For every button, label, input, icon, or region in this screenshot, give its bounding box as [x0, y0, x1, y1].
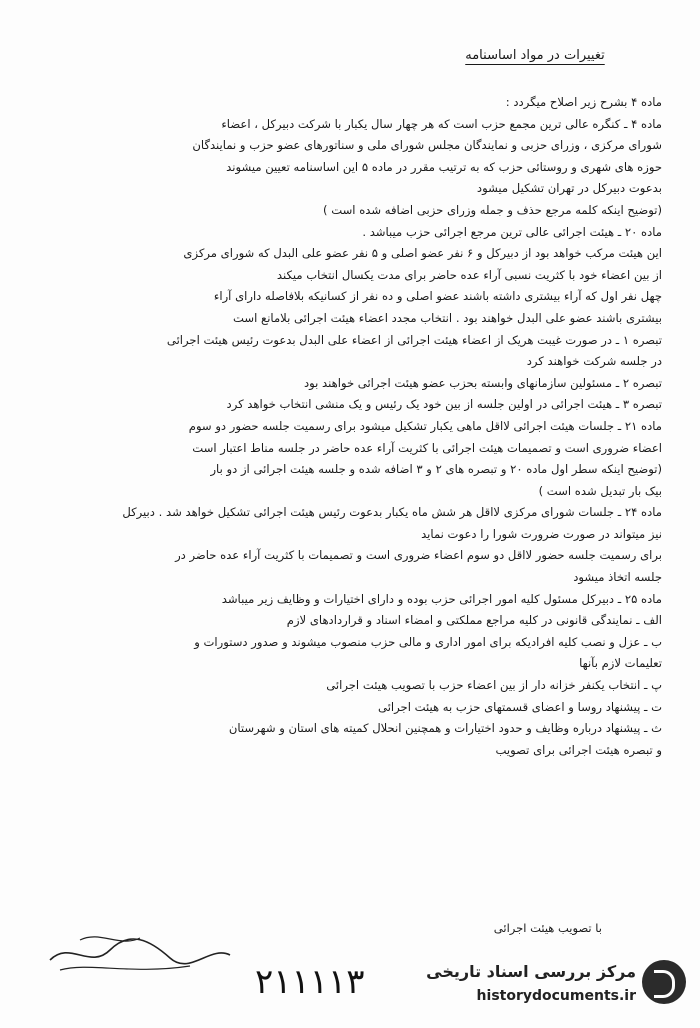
document-line: ت ـ پیشنهاد روسا و اعضای قسمتهای حزب به هیئت اجرائی	[378, 699, 662, 714]
document-line: ب ـ عزل و نصب کلیه افرادیکه برای امور اداری و مالی حزب منصوب میشوند و صدور دستورات و	[194, 634, 662, 649]
document-line: برای رسمیت جلسه حضور لااقل دو سوم اعضاء ضروری است و تصمیمات با کثریت آراء عده حاضر در	[175, 548, 662, 563]
document-line: (توضیح اینکه سطر اول ماده ۲۰ و تبصره های ۲ و ۳ اضافه شده و جلسه هیئت اجرائی از دو بار	[210, 462, 662, 477]
document-line: الف ـ نمایندگی قانونی در کلیه مراجع مملکتی و امضاء اسناد و قراردادهای لازم	[286, 613, 662, 628]
document-line: اعضاء ضروری است و تصمیمات هیئت اجرائی با کثریت آراء عده حاضر در جلسه مناط اعتبار است	[192, 440, 662, 455]
watermark-url: historydocuments.ir	[476, 988, 636, 1004]
document-line: بیک بار تبدیل شده است )	[538, 483, 662, 498]
handwritten-signature	[40, 920, 240, 980]
document-line: حوزه های شهری و روستائی حزب که به ترتیب مقرر در ماده ۵ این اساسنامه تعیین میشوند	[226, 159, 662, 174]
document-body	[36, 92, 662, 761]
document-line: نیز میتواند در صورت ضرورت شورا را دعوت نماید	[421, 526, 662, 541]
document-line: از بین اعضاء خود با کثریت نسبی آراء عده حاضر برای مدت یکسال انتخاب میکند	[276, 267, 662, 282]
document-line: ماده ۲۴ ـ جلسات شورای مرکزی لااقل هر شش ماه یکبار بدعوت رئیس هیئت اجرائی تشکیل خواهد شد . دبیرکل	[122, 505, 662, 520]
document-line: در جلسه شرکت خواهند کرد	[526, 354, 662, 369]
document-line: ماده ۴ بشرح زیر اصلاح میگردد :	[505, 95, 662, 109]
document-line: (توضیح اینکه کلمه مرجع حذف و جمله وزرای حزبی اضافه شده است )	[323, 202, 662, 217]
document-line: شورای مرکزی ، وزرای حزبی و نمایندگان مجلس شورای ملی و سناتورهای عضو حزب و نمایندگان	[192, 138, 662, 153]
document-title: تغییرات در مواد اساسنامه	[465, 48, 605, 63]
document-line: پ ـ انتخاب یکنفر خزانه دار از بین اعضاء حزب با تصویب هیئت اجرائی	[326, 678, 662, 693]
document-line: این هیئت مرکب خواهد بود از دبیرکل و ۶ نفر عضو اصلی و ۵ نفر عضو علی البدل که شورای مرکزی	[183, 246, 662, 261]
document-line: تبصره ۲ ـ مسئولین سازمانهای وابسته بحزب عضو هیئت اجرائی خواهند بود	[303, 375, 662, 390]
approval-note: با تصویب هیئت اجرائی	[493, 921, 602, 935]
document-line: جلسه اتخاذ میشود	[573, 570, 662, 585]
watermark-title: مرکز بررسی اسناد تاریخی	[426, 962, 636, 981]
document-line: چهل نفر اول که آراء بیشتری داشته باشند عضو اصلی و ده نفر از کسانیکه بلافاصله دارای آراء	[213, 289, 662, 304]
document-line: تعلیمات لازم بآنها	[579, 656, 662, 671]
archive-watermark	[420, 958, 690, 1022]
document-line: ماده ۲۰ ـ هیئت اجرائی عالی ترین مرجع اجرائی حزب میباشد .	[362, 224, 662, 239]
document-line: ث ـ پیشنهاد درباره وظایف و حدود اختیارات و همچنین انحلال کمیته های استان و شهرستان	[228, 721, 662, 736]
document-line: بیشتری باشند عضو علی البدل خواهند بود . انتخاب مجدد اعضاء هیئت اجرائی بلامانع است	[233, 310, 662, 325]
document-line: تبصره ۱ ـ در صورت غیبت هریک از اعضاء هیئت اجرائی از اعضاء علی البدل بدعوت رئیس هیئت اجرائی	[166, 332, 662, 347]
document-line: ماده ۲۱ ـ جلسات هیئت اجرائی لااقل ماهی یکبار تشکیل میشود برای رسمیت جلسه حضور دو سوم	[188, 418, 662, 433]
document-line: بدعوت دبیرکل در تهران تشکیل میشود	[476, 181, 662, 196]
document-number: ۲۱۱۱۱۳	[255, 962, 365, 1002]
document-line: ماده ۴ ـ کنگره عالی ترین مجمع حزب است که هر چهار سال یکبار با شرکت دبیرکل ، اعضاء	[221, 116, 662, 131]
archive-logo-icon	[642, 960, 686, 1004]
document-line: و تبصره هیئت اجرائی برای تصویب	[495, 742, 662, 757]
document-line: ماده ۲۵ ـ دبیرکل مسئول کلیه امور اجرائی حزب بوده و دارای اختیارات و وظایف زیر میباشد	[221, 591, 662, 606]
document-line: تبصره ۳ ـ هیئت اجرائی در اولین جلسه از بین خود یک رئیس و یک منشی انتخاب خواهد کرد	[226, 397, 662, 412]
